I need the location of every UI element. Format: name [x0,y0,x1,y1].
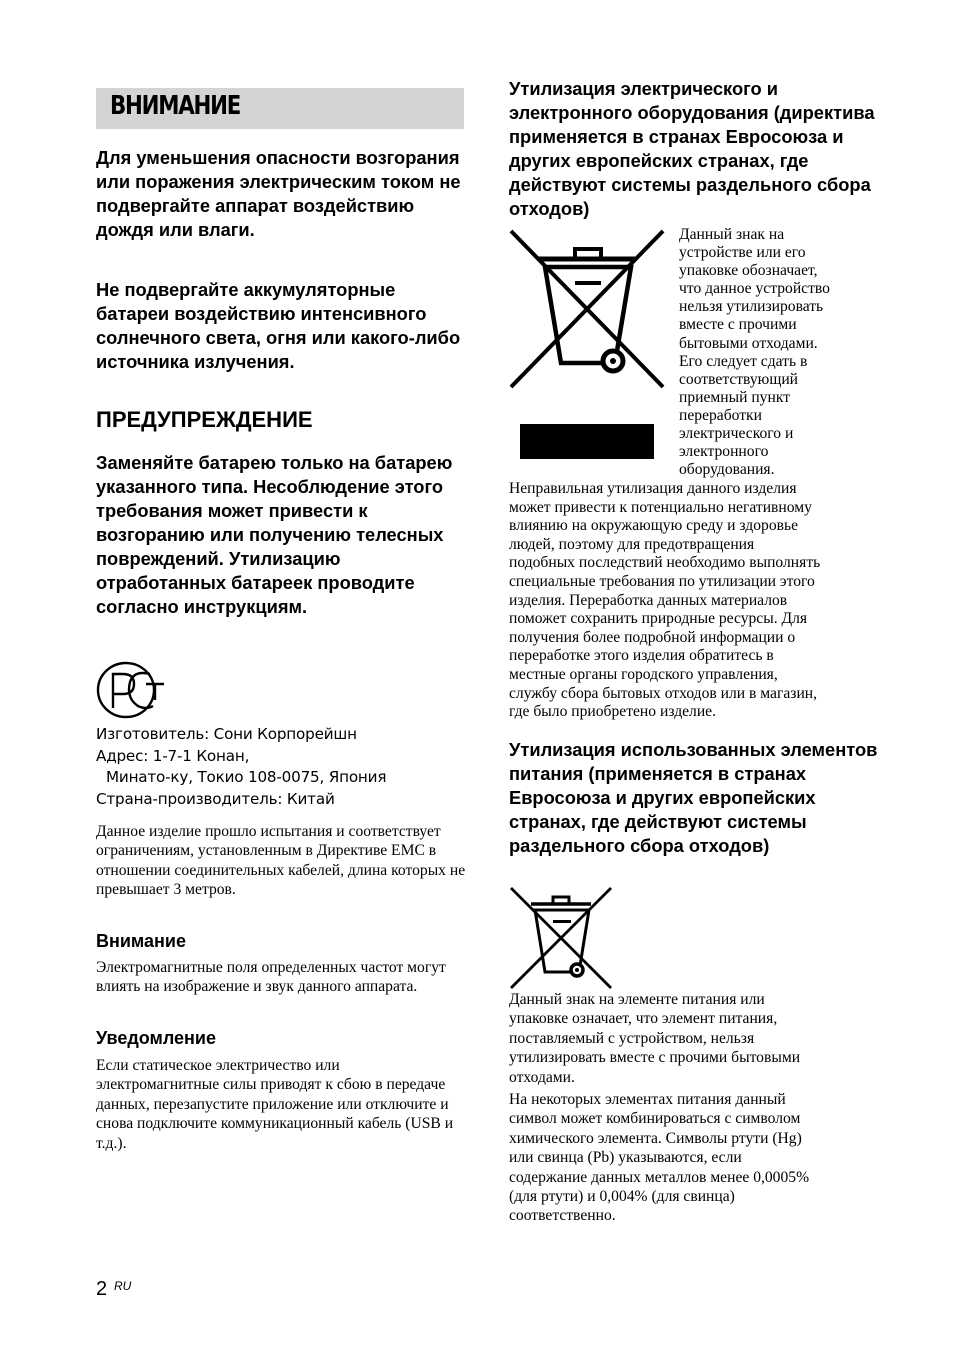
weee-line: переработке этого изделия обратитесь в [509,647,774,665]
weee-line: людей, поэтому для предотвращения [509,535,755,553]
notice-heading: Уведомление [96,1028,217,1048]
weee-note-line: переработки [679,406,762,424]
notice-paragraph: Если статическое электричество или электромагнитные силы приводят к сбою в передаче данных, перезапустите приложение или отключите и снова подключите коммуникационный кабель (USB и т.д.). [96,1057,454,1152]
warning-banner [96,88,464,129]
address-line: Адрес: 1-7-1 Конан, [96,746,250,765]
battery-line: отходами. [509,1068,575,1086]
weee-note-line: бытовыми отходами. [679,334,818,352]
weee-heading: Утилизация электрического и электронного оборудования (директива применяется в странах Евросоюза и других европейских странах, где действуют системы раздельного сбора отходов) [509,78,875,219]
crossed-battery-bin-icon [509,886,613,990]
weee-note-line: Данный знак на [679,226,785,243]
weee-note-line: Его следует сдать в [679,352,808,370]
attention-heading: Внимание [96,931,186,951]
battery-line: символ может комбинироваться с символом [509,1110,801,1128]
weee-note-line: устройстве или его [679,244,806,262]
battery-line: химического элемента. Символы ртути (Hg) [509,1129,802,1147]
weee-note-line: что данное устройство [679,280,830,298]
weee-line: специальные требования по утилизации этого [509,572,815,590]
battery-line: утилизировать вместе с прочими бытовыми [509,1049,801,1067]
caution-heading: ПРЕДУПРЕЖДЕНИЕ [96,407,313,432]
caution-paragraph: Заменяйте батарею только на батарею указанного типа. Несоблюдение этого требования может привести к возгоранию или получению телесных повреждений. Утилизацию отработанных батареек проводите согласно инструкциям. [96,452,453,617]
battery-line: (для ртути) и 0,004% (для свинца) [509,1188,735,1206]
battery-line: Данный знак на элементе питания или [509,991,765,1008]
page-number: 2 [96,1278,108,1300]
weee-line: может привести к потенциально негативному [509,498,812,516]
weee-note-line: упаковке обозначает, [679,262,818,280]
weee-note-line: соответствующий [679,370,799,388]
battery-line: упаковке означает, что элемент питания, [509,1010,778,1028]
attention-paragraph: Электромагнитные поля определенных частот могут влиять на изображение и звук данного аппарата. [96,959,446,996]
address-line-2: Минато-ку, Токио 108-0075, Япония [106,768,387,787]
battery-line: На некоторых элементах питания данный [509,1091,786,1108]
weee-line: получения более подробной информации о [509,628,796,646]
country-line: Страна-производитель: Китай [96,789,335,808]
page-language: RU [114,1279,132,1293]
crossed-wheelie-bin-icon [509,229,667,461]
weee-note-line: вместе с прочими [679,316,797,334]
weee-line: подобных последствий необходимо выполнять [509,554,821,572]
weee-note-line: нельзя утилизировать [679,298,824,316]
battery-line: или свинца (Pb) указываются, если [509,1149,742,1167]
battery-heading: Утилизация использованных элементов питания (применяется в странах Евросоюза и других европейских странах, где действуют системы раздельного сбора отходов) [509,739,878,856]
battery-paragraph-2 [509,1090,884,1226]
weee-line: поможет сохранить природные ресурсы. Для [509,610,808,628]
weee-note-line: оборудования. [679,461,775,479]
weee-note-line: приемный пункт [679,388,791,406]
weee-line: Неправильная утилизация данного изделия [509,480,797,497]
weee-note-line: электронного [679,443,769,461]
weee-line: местные органы городского управления, [509,665,778,683]
pct-certification-icon [96,660,168,720]
battery-paragraph-1 [509,990,884,1087]
weee-line: изделия. Переработка данных материалов [509,591,788,609]
weee-paragraph [509,480,884,722]
weee-line: влиянию на окружающую среду и здоровье [509,517,799,535]
battery-line: содержание данных металлов менее 0,0005% [509,1168,810,1186]
battery-line: поставляемый с устройством, нельзя [509,1029,755,1047]
weee-line: где было приобретено изделие. [509,703,716,721]
weee-line: службу сбора бытовых отходов или в магазин, [509,684,818,702]
banner-title: ВНИМАНИЕ [110,91,241,121]
manufacturer-line: Изготовитель: Сони Корпорейшн [96,725,357,743]
warning-paragraph-2: Не подвергайте аккумуляторные батареи воздействию интенсивного солнечного света, огня или какого-либо источника излучения. [96,279,461,372]
warning-paragraph-1: Для уменьшения опасности возгорания или поражения электрическим током не подвергайте аппарат воздействию дождя или влаги. [96,147,461,240]
battery-line: соответственно. [509,1207,616,1225]
weee-note [679,226,879,479]
weee-note-line: электрического и [679,425,794,443]
emc-paragraph: Данное изделие прошло испытания и соответствует ограничениям, установленным в Директиве EMC в отношении соединительных кабелей, длина которых не превышает 3 метров. [96,823,466,899]
manufacturer-info [96,724,466,810]
